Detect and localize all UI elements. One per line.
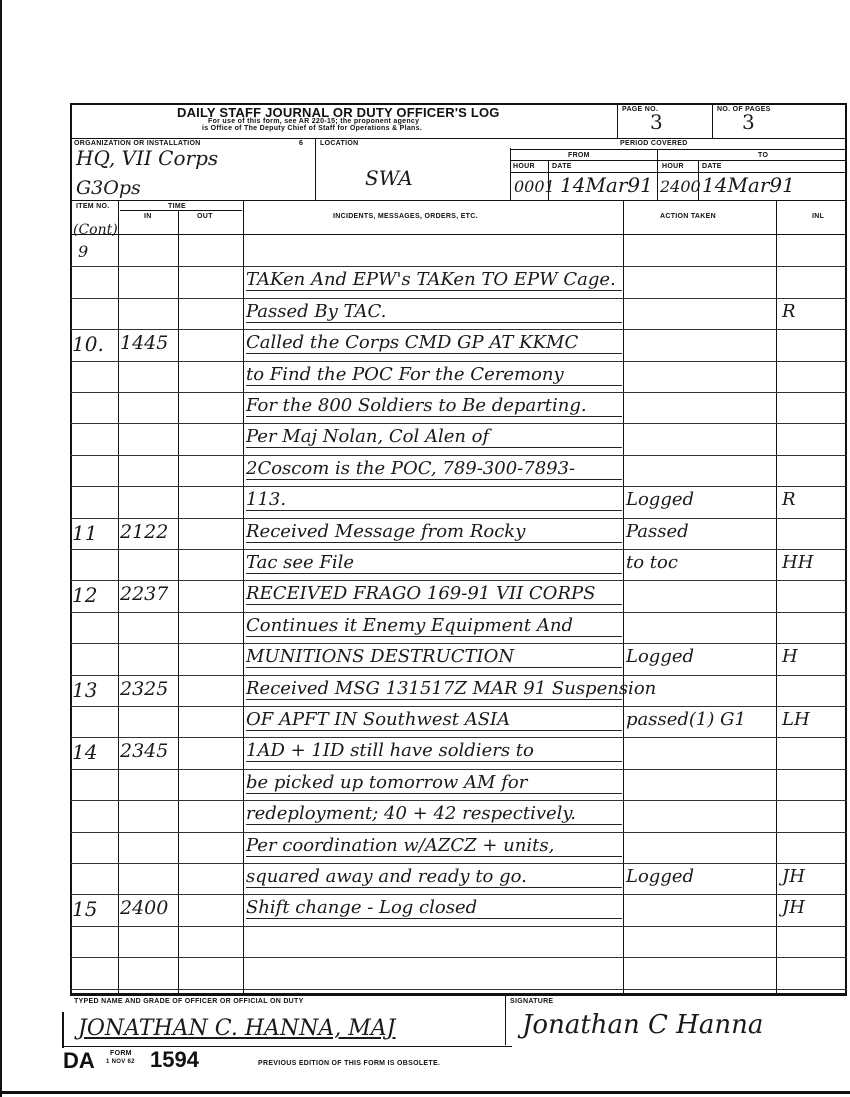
- initials: LH: [782, 709, 810, 730]
- form-label: FORM: [110, 1050, 132, 1057]
- item-number: 15: [72, 897, 98, 922]
- initials: R: [782, 489, 796, 511]
- time-label: TIME: [168, 203, 186, 210]
- item-number: 13: [72, 677, 98, 702]
- from-date-label: DATE: [552, 163, 572, 170]
- incident-text: Per Maj Nolan, Col Alen of: [246, 426, 622, 448]
- to-date-value: 14Mar91: [702, 173, 795, 197]
- table-row: [70, 926, 847, 958]
- initials: HH: [782, 552, 814, 573]
- scan-bottom-border: [0, 1091, 850, 1094]
- item-number: 12: [72, 583, 98, 608]
- table-row: [70, 361, 847, 393]
- incident-text: OF APFT IN Southwest ASIA: [246, 709, 622, 731]
- time-in: 2325: [120, 677, 169, 700]
- table-row: [70, 235, 847, 267]
- incident-text: Per coordination w/AZCZ + units,: [246, 835, 622, 857]
- incident-text: For the 800 Soldiers to Be departing.: [246, 395, 622, 417]
- incident-text: RECEIVED FRAGO 169-91 VII CORPS: [246, 583, 622, 605]
- incident-text: 2Coscom is the POC, 789-300-7893-: [246, 458, 622, 480]
- table-row: [70, 392, 847, 424]
- incident-text: Tac see File: [246, 552, 622, 574]
- incident-text: TAKen And EPW's TAKen TO EPW Cage.: [246, 269, 622, 291]
- continuation-mark: (Cont): [73, 222, 118, 238]
- from-hour-value: 0001: [514, 177, 555, 196]
- no-of-pages-label: NO. OF PAGES: [717, 106, 771, 113]
- incident-text: 113.: [246, 489, 622, 511]
- incident-text: be picked up tomorrow AM for: [246, 772, 622, 794]
- form-title: DAILY STAFF JOURNAL OR DUTY OFFICER'S LOG: [177, 105, 500, 120]
- to-date-label: DATE: [702, 163, 722, 170]
- table-row: [70, 329, 847, 361]
- time-in: 1445: [120, 332, 169, 355]
- form-number: 1594: [150, 1047, 199, 1072]
- action-taken: Logged: [626, 646, 695, 668]
- item-number: 14: [72, 740, 98, 765]
- continuation-item: 9: [78, 242, 89, 261]
- to-hour-value: 2400: [660, 177, 701, 196]
- in-label: IN: [144, 213, 152, 220]
- table-row: [70, 266, 847, 298]
- table-row: [70, 706, 847, 738]
- incident-text: Received MSG 131517Z MAR 91 Suspension: [246, 677, 657, 699]
- time-in: 2400: [120, 897, 169, 920]
- form-header: [72, 105, 617, 138]
- table-row: [70, 486, 847, 518]
- out-label: OUT: [197, 213, 213, 220]
- action-taken: to toc: [626, 552, 678, 573]
- signature: Jonathan C Hanna: [522, 1010, 764, 1040]
- time-in: 2122: [120, 520, 169, 543]
- initials: JH: [782, 897, 805, 919]
- previous-edition-note: PREVIOUS EDITION OF THIS FORM IS OBSOLETE.: [258, 1060, 441, 1067]
- inl-label: INL: [812, 213, 825, 220]
- action-label: ACTION TAKEN: [660, 213, 716, 220]
- signature-label: SIGNATURE: [510, 998, 554, 1005]
- action-taken: Logged: [626, 489, 695, 511]
- location-label: LOCATION: [320, 140, 359, 147]
- table-row: [70, 894, 847, 926]
- from-hour-label: HOUR: [513, 163, 535, 170]
- incident-text: Called the Corps CMD GP AT KKMC: [246, 332, 622, 354]
- org-marker: 6: [299, 140, 304, 147]
- time-in: 2237: [120, 583, 169, 606]
- incident-text: MUNITIONS DESTRUCTION: [246, 646, 622, 668]
- footer-name-label: TYPED NAME AND GRADE OF OFFICER OR OFFICIAL ON DUTY: [74, 998, 304, 1005]
- org-label: ORGANIZATION OR INSTALLATION: [74, 140, 201, 147]
- incident-text: Passed By TAC.: [246, 301, 622, 323]
- form-date: 1 NOV 62: [106, 1059, 135, 1065]
- incidents-label: INCIDENTS, MESSAGES, ORDERS, ETC.: [333, 213, 478, 220]
- incident-text: to Find the POC For the Ceremony: [246, 364, 622, 386]
- from-label: FROM: [568, 152, 590, 159]
- to-label: TO: [758, 152, 769, 159]
- to-hour-label: HOUR: [662, 163, 684, 170]
- table-row: [70, 675, 847, 707]
- table-row: [70, 800, 847, 832]
- time-in: 2345: [120, 740, 169, 763]
- table-row: [70, 863, 847, 895]
- location-value: SWA: [365, 166, 413, 190]
- table-row: [70, 549, 847, 581]
- org-line-1: HQ, VII Corps: [76, 146, 219, 170]
- table-row: [70, 769, 847, 801]
- form-subtitle-2: is Office of The Deputy Chief of Staff for Operations & Plans.: [202, 125, 423, 132]
- scan-left-border: [0, 0, 2, 1097]
- form-id-prefix: DA: [63, 1048, 95, 1073]
- org-line-2: G3Ops: [76, 177, 141, 199]
- incident-text: Continues it Enemy Equipment And: [246, 615, 622, 637]
- incident-text: redeployment; 40 + 42 respectively.: [246, 803, 622, 825]
- table-row: [70, 612, 847, 644]
- table-row: [70, 737, 847, 769]
- no-of-pages-value: 3: [742, 110, 755, 134]
- incident-text: 1AD + 1ID still have soldiers to: [246, 740, 622, 762]
- form-subtitle-1: For use of this form, see AR 220-15; the proponent agency: [208, 118, 420, 125]
- table-row: [70, 518, 847, 550]
- table-row: [70, 643, 847, 675]
- table-row: [70, 298, 847, 330]
- initials: R: [782, 300, 796, 322]
- table-row: [70, 455, 847, 487]
- page-no-label: PAGE NO.: [622, 106, 659, 113]
- incident-text: Shift change - Log closed: [246, 897, 622, 919]
- table-row: [70, 580, 847, 612]
- action-taken: passed(1) G1: [626, 709, 746, 730]
- table-row: [70, 957, 847, 989]
- officer-name: JONATHAN C. HANNA, MAJ: [78, 1016, 396, 1041]
- action-taken: Logged: [626, 866, 695, 887]
- period-label: PERIOD COVERED: [620, 140, 688, 147]
- incident-text: Received Message from Rocky: [246, 521, 622, 543]
- initials: H: [782, 646, 798, 668]
- item-number: 11: [72, 520, 98, 545]
- item-number: 10.: [72, 332, 104, 357]
- table-row: [70, 423, 847, 455]
- incident-text: squared away and ready to go.: [246, 866, 622, 888]
- table-row: [70, 832, 847, 864]
- item-no-label: ITEM NO.: [76, 203, 110, 210]
- page-no-value: 3: [650, 110, 663, 134]
- action-taken: Passed: [626, 520, 689, 542]
- from-date-value: 14Mar91: [560, 173, 653, 197]
- initials: JH: [782, 866, 805, 887]
